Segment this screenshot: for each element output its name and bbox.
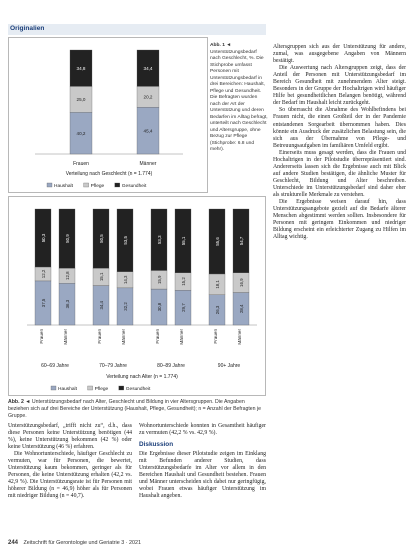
data-label: 50,5	[98, 234, 104, 243]
data-label: 15,9	[156, 275, 162, 285]
paragraph: Altersgruppen sich aus der Unterstützung für andere, zumal, was ausgegebene Angaben von Männern bestätigt.	[273, 44, 406, 65]
figure-2-caption-text: Unterstützungsbedarf nach Alter, Geschlecht und Bildung in vier Altersgruppen. Die Angaben beziehen sich auf drei Bereiche der Unterstützung (Haushalt, Pflege, Gesundheit); n = Anzahl der Befragten je Gruppe.	[8, 399, 262, 419]
figure-2-caption	[8, 399, 266, 420]
figure-2-chart	[8, 196, 266, 396]
data-label: 55,1	[180, 236, 186, 246]
legend-swatch	[51, 386, 56, 390]
legend-label: Haushalt	[54, 184, 73, 189]
data-label: 26,3	[214, 305, 220, 315]
group-label: 70–79 Jahre	[99, 363, 127, 369]
data-label: 20,2	[143, 94, 153, 100]
data-label: 55,6	[214, 237, 220, 246]
page-number: 244	[8, 540, 19, 546]
tick-label: Männer	[63, 329, 68, 345]
data-label: 34,4	[98, 301, 104, 310]
data-label: 32,2	[122, 302, 128, 311]
data-label: 16,9	[238, 278, 244, 287]
legend-label: Gesundheit	[125, 387, 151, 392]
data-label: 12,2	[40, 269, 46, 279]
legend-label: Gesundheit	[121, 184, 147, 189]
paragraph: Die Ergebnisse dieser Pilotstudie zeigen im Einklang mit Befunden anderer Studien, dass Unterstützungsbedarfe im Alter vor allem in den Bereichen Haushalt und Gesundheit bestehen. Frauen und Männer unterscheiden sich dabei nur geringfügig, wobei Frauen etwas häufiger Unterstützung im Haushalt angeben.	[139, 451, 266, 500]
figure-2-svg	[9, 197, 267, 397]
data-label: 30,8	[156, 302, 162, 312]
data-label: 29,7	[180, 303, 186, 312]
paragraph: Die Ergebnisse weisen darauf hin, dass Unterstützungsangebote gezielt auf die Bedarfe älterer Menschen abgestimmt werden sollten. Insbesondere für Personen mit geringem Einkommen und niedriger Bildung erscheint ein erleichterter Zugang zu Hilfen im Alltag wichtig.	[273, 199, 406, 241]
data-label: 28,4	[238, 304, 244, 314]
paragraph: Die Wohnortunterschiede, häufiger Geschlecht zu vermuten, war für Personen, die bewertet, Unterstützung kaum bekommen, geringer als für Personen, die keine Unterstützung erhalten (42,2 vs. 42,9 %). Die Unterstützungsrate ist für Personen mit höherer Bildung (n = 46,9) höher als für Personen mit niedriger Bildung (n = 40,7).	[8, 451, 132, 500]
tick-label: Männer	[179, 329, 184, 345]
legend-swatch	[88, 386, 93, 390]
data-label: 40,2	[76, 131, 86, 136]
data-label: 54,7	[238, 236, 244, 246]
group-label: 80–89 Jahre	[157, 363, 185, 369]
figure-1-caption-text: Unterstützungsbedarf nach Geschlecht, %. Die Stichprobe umfasst Personen mit Unterstützungsbedarf in drei Bereichen: Haushalt, Pflege und Gesundheit. Die Befragten wurden nach der Art der Unterstützung und deren Bedarfen im Alltag befragt, unterteilt nach Geschlecht und Altersgruppe, ohne Bezug zur Pflege (Stichprobe: 6.8 und mehr).	[210, 49, 268, 152]
paragraph: Die Auswertung nach Altersgruppen zeigt, dass der Anteil der Personen mit Unterstützungsbedarf im Bereich Gesundheit mit zunehmendem Alter steigt. Besonders in der Gruppe der Hochaltrigen wird häufiger Hilfe bei gesundheitlichen Belangen benötigt, während der Bedarf im Haushalt leicht zurückgeht.	[273, 65, 406, 107]
figure-1-caption	[210, 43, 268, 154]
group-label: Männer	[139, 161, 157, 167]
data-label: 14,3	[122, 275, 128, 285]
data-label: 34,8	[76, 66, 86, 71]
legend-label: Pflege	[90, 184, 105, 189]
data-label: 34,4	[143, 66, 153, 71]
data-label: 15,2	[180, 277, 186, 286]
data-label: 45,4	[143, 128, 153, 134]
figure-1-chart	[8, 37, 208, 193]
paragraph: So überrascht die Abnahme des Wohlbefindens bei Frauen nicht, die einen Großteil der in der Pandemie entstandenen Sorgearbeit übernommen haben. Dies könnte ein Ausdruck der zusätzlichen Belastung sein, die sich aus der Übernahme von Pflege- und Betreuungsaufgaben im familiären Umfeld ergibt.	[273, 107, 406, 149]
tick-label: Männer	[237, 329, 242, 345]
legend-swatch	[84, 183, 89, 187]
tick-label: Frauen	[39, 329, 44, 344]
data-label: 25,0	[76, 97, 86, 103]
data-label: 36,3	[64, 299, 70, 309]
paragraph: Einerseits muss gesagt werden, dass die Frauen und Hochaltrigen in der Pilotstudie überrepräsentiert sind. Andererseits lassen sich die Ergebnisse auch mit Blick auf andere Studien bestätigen, die ähnliche Muster für Geschlecht, Bildung und Alter beschreiben. Unterschiede im Unterstützungsbedarf sind daher eher als strukturelle Merkmale zu verstehen.	[273, 149, 406, 198]
data-label: 12,8	[64, 271, 70, 280]
legend-swatch	[119, 386, 124, 390]
figure-1-svg	[9, 38, 209, 194]
axis-label: Verteilung nach Alter (n = 1.774)	[106, 374, 178, 380]
legend-label: Pflege	[94, 387, 109, 392]
group-label: Frauen	[73, 161, 89, 167]
figure-1-caption-label: Abb. 1 ◄	[210, 43, 232, 48]
legend-label: Haushalt	[58, 387, 77, 392]
section-heading-discussion: Diskussion	[139, 441, 174, 449]
data-label: 50,3	[40, 233, 46, 243]
group-label: 60–69 Jahre	[41, 363, 69, 369]
page-footer	[8, 540, 141, 546]
tick-label: Frauen	[213, 329, 218, 344]
legend-swatch	[115, 183, 120, 187]
section-label: Originalien	[10, 25, 45, 32]
tick-label: Männer	[121, 329, 126, 345]
data-label: 18,1	[214, 280, 220, 289]
tick-label: Frauen	[97, 329, 102, 344]
group-label: 90+ Jahre	[217, 363, 241, 369]
journal-name: Zeitschrift für Gerontologie und Geriatrie 3 · 2021	[23, 540, 141, 546]
paragraph: Wohnortunterschiede konnten in Gesamtheit häufiger zu vermuten (42,2 % vs. 42,9 %).	[139, 423, 266, 437]
body-column-left	[8, 423, 132, 501]
legend-swatch	[47, 183, 52, 187]
data-label: 53,5	[122, 236, 128, 245]
body-column-right	[273, 44, 406, 241]
body-column-middle	[139, 423, 266, 500]
paragraph: Unterstützungsbedarf, „trifft nicht zu“, d.h., dass diese Personen keine Unterstützung benötigen (44 %), keine Unterstützung bekommen (42 %) oder keine Unterstützung (46 %) erfahren.	[8, 423, 132, 451]
data-label: 50,9	[64, 234, 70, 243]
data-label: 15,1	[98, 272, 104, 282]
data-label: 37,5	[40, 298, 46, 308]
axis-label: Verteilung nach Geschlecht (n = 1.774)	[65, 171, 153, 177]
tick-label: Frauen	[155, 329, 160, 344]
figure-2-caption-label: Abb. 2 ◄	[8, 399, 31, 405]
data-label: 53,3	[156, 235, 162, 245]
section-bar	[8, 24, 266, 35]
